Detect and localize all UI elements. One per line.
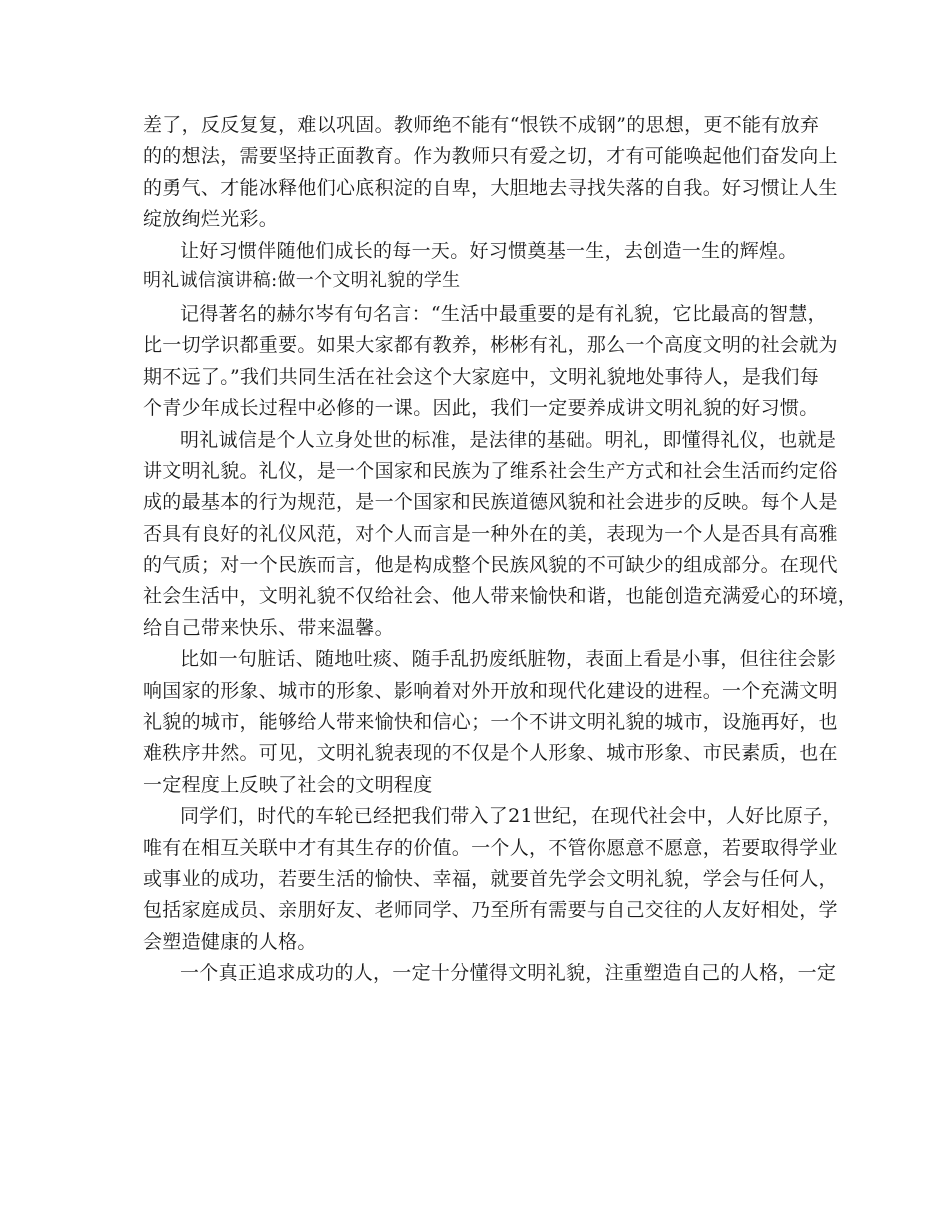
- paragraph: [143, 644, 838, 801]
- text-line: 或事业的成功，若要生活的愉快、幸福，就要首先学会文明礼貌，学会与任何人，: [143, 867, 838, 890]
- text-line: 差了，反反复复，难以巩固。教师绝不能有“恨铁不成钢”的思想，更不能有放弃: [143, 114, 820, 136]
- text-line: 比如一句脏话、随地吐痰、随手乱扔废纸脏物，表面上看是小事，但往往会影: [180, 648, 837, 671]
- text-line: 比一切学识都重要。如果大家都有教养，彬彬有礼，那么一个高度文明的社会就为: [143, 334, 838, 357]
- text-line: 响国家的形象、城市的形象、影响着对外开放和现代化建设的进程。一个充满文明: [143, 679, 838, 702]
- paragraph: [143, 236, 813, 267]
- paragraph: [143, 299, 838, 425]
- paragraph: [143, 425, 858, 645]
- text-line: 明礼诚信是个人立身处世的标准，是法律的基础。明礼，即懂得礼仪，也就是: [180, 428, 837, 451]
- text-line: 给自己带来快乐、带来温馨。: [143, 616, 394, 639]
- text-line: 社会生活中，文明礼貌不仅给社会、他人带来愉快和谐，也能创造充满爱心的环境，: [143, 585, 858, 608]
- text-line: 的勇气、才能冰释他们心底积淀的自卑，大胆地去寻找失落的自我。好习惯让人生: [143, 176, 838, 199]
- text-line: 个青少年成长过程中必修的一课。因此，我们一定要养成讲文明礼貌的好习惯。: [143, 397, 819, 420]
- text-line: 会塑造健康的人格。: [143, 930, 317, 953]
- text-line: 一个真正追求成功的人，一定十分懂得文明礼貌，注重塑造自己的人格，一定: [180, 962, 837, 985]
- text-line: 同学们，时代的车轮已经把我们带入了21世纪，在现代社会中，人好比原子，: [180, 805, 842, 828]
- text-line: 的的想法，需要坚持正面教育。作为教师只有爱之切，才有可能唤起他们奋发向上: [143, 145, 838, 168]
- text-line: 包括家庭成员、亲朋好友、老师同学、乃至所有需要与自己交往的人友好相处，学: [143, 899, 838, 922]
- text-line: 绽放绚烂光彩。: [143, 208, 279, 231]
- text-line: 唯有在相互关联中才有其生存的价值。一个人，不管你愿意不愿意，若要取得学业: [143, 836, 838, 859]
- text-line: 成的最基本的行为规范，是一个国家和民族道德风貌和社会进步的反映。每个人是: [143, 491, 838, 514]
- text-line: 让好习惯伴随他们成长的每一天。好习惯奠基一生，去创造一生的辉煌。: [180, 239, 798, 262]
- text-line: 一定程度上反映了社会的文明程度: [143, 773, 433, 796]
- document-body: [143, 110, 858, 990]
- text-line: 否具有良好的礼仪风范，对个人而言是一种外在的美，表现为一个人是否具有高雅: [143, 522, 838, 545]
- text-line: 难秩序井然。可见，文明礼貌表现的不仅是个人形象、城市形象、市民素质，也在: [143, 742, 838, 765]
- text-line: 讲文明礼貌。礼仪，是一个国家和民族为了维系社会生产方式和社会生活而约定俗: [143, 459, 838, 482]
- paragraph: [143, 801, 842, 958]
- text-line: 的气质；对一个民族而言，他是构成整个民族风貌的不可缺少的组成部分。在现代: [143, 554, 838, 577]
- text-line: 礼貌的城市，能够给人带来愉快和信心；一个不讲文明礼貌的城市，设施再好，也: [143, 711, 838, 734]
- text-line: 记得著名的赫尔岑有句名言：“生活中最重要的是有礼貌，它比最高的智慧，: [180, 302, 827, 325]
- paragraph: [143, 110, 838, 236]
- text-line: 期不远了。”我们共同生活在社会这个大家庭中，文明礼貌地处事待人，是我们每: [143, 365, 820, 388]
- section-heading: 明礼诚信演讲稿:做一个文明礼貌的学生: [143, 269, 461, 291]
- paragraph: [143, 958, 837, 989]
